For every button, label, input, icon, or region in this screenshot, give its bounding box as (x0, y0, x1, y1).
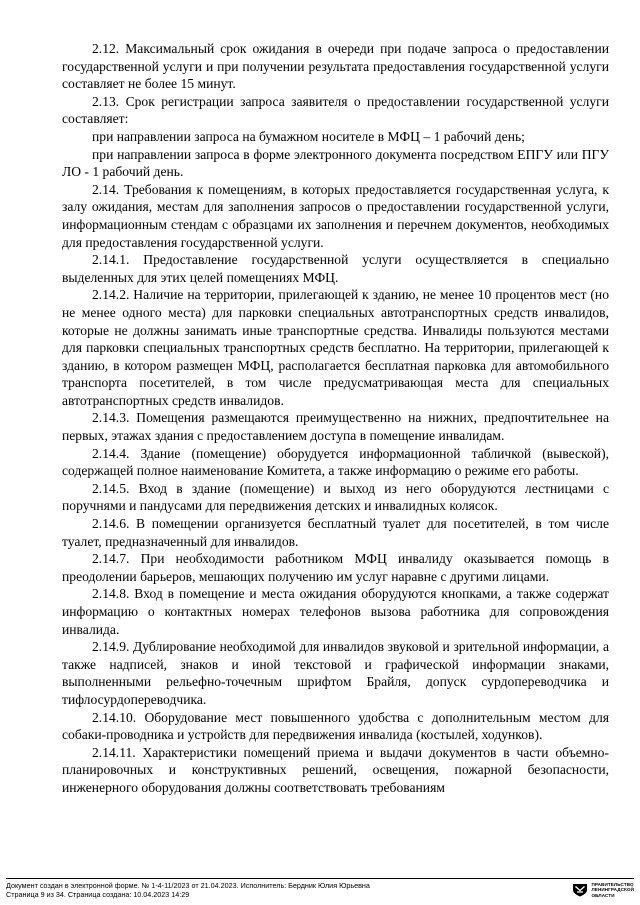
document-footer (6, 878, 634, 899)
paragraph-2-14-11: 2.14.11. Характеристики помещений приема и выдачи документов в части объемно-планировочных и конструктивных решений, освещения, пожарной безопасности, инженерного оборудования должны соответствовать требованиям (62, 744, 609, 795)
paragraph-2-14-2: 2.14.2. Наличие на территории, прилегающей к зданию, не менее 10 процентов мест (но не менее одного места) для парковки специальных автотранспортных средств инвалидов, которые не должны занимать иные транспортные средства. Инвалиды пользуются местами для парковки специальных транспортных средств бесплатно. На территории, прилегающей к зданию, в котором размещен МФЦ, располагается бесплатная парковка для автомобильного транспорта посетителей, в том числе предусматривающая места для специальных автотранспортных средств инвалидов. (62, 287, 609, 408)
paragraph-2-12: 2.12. Максимальный срок ожидания в очереди при подаче запроса о предоставлении государственной услуги и при получении результата предоставления государственной услуги составляет не более 15 минут. (62, 41, 609, 92)
logo-line-2: ЛЕНИНГРАДСКОЙ (591, 887, 634, 893)
paragraph-2-13-paper: при направлении запроса на бумажном носителе в МФЦ – 1 рабочий день; (92, 128, 525, 144)
coat-of-arms-icon (572, 883, 588, 897)
logo-text (591, 882, 634, 898)
paragraph-2-14-5: 2.14.5. Вход в здание (помещение) и выход из него оборудуются лестницами с поручнями и пандусами для передвижения детских и инвалидных колясок. (62, 480, 609, 514)
paragraph-2-14-1: 2.14.1. Предоставление государственной услуги осуществляется в специально выделенных для этих целей помещениях МФЦ. (62, 252, 609, 285)
logo-line-3: ОБЛАСТИ (591, 892, 615, 898)
paragraph-2-14-3: 2.14.3. Помещения размещаются преимущественно на нижних, предпочтительнее на первых, этажах здания с предоставлением доступа в помещение инвалидам. (62, 410, 609, 444)
paragraph-2-14-4: 2.14.4. Здание (помещение) оборудуется информационной табличкой (вывеской), содержащей полное наименование Комитета, а также информацию о режиме его работы. (62, 445, 609, 479)
paragraph-2-13-electronic: при направлении запроса в форме электронного документа посредством ЕПГУ или ПГУ ЛО - 1 рабочий день. (62, 146, 609, 180)
paragraph-2-14-6: 2.14.6. В помещении организуется бесплатный туалет для посетителей, в том числе туалет, предназначенный для инвалидов. (62, 516, 609, 549)
document-body (62, 40, 609, 797)
paragraph-2-14-7: 2.14.7. При необходимости работником МФЦ инвалиду оказывается помощь в преодолении барьеров, мешающих получению им услуг наравне с другими лицами. (62, 551, 609, 584)
paragraph-2-14-8: 2.14.8. Вход в помещение и места ожидания оборудуются кнопками, а также содержат информацию о контактных номерах телефонов вызова работника для сопровождения инвалида. (62, 586, 609, 637)
paragraph-2-14-10: 2.14.10. Оборудование мест повышенного удобства с дополнительным местом для собаки-проводника и устройств для передвижения инвалида (костылей, ходунков). (62, 709, 609, 743)
footer-page-info: Страница 9 из 34. Страница создана: 10.04.2023 14:29 (6, 890, 190, 899)
footer-text (6, 881, 370, 899)
footer-document-info: Документ создан в электронной форме. № 1-4-11/2023 от 21.04.2023. Исполнитель: Бердник Юлия Юрьевна (6, 881, 370, 890)
paragraph-2-14: 2.14. Требования к помещениям, в которых предоставляется государственная услуга, к залу ожидания, местам для заполнения запросов о предоставлении государственной услуги, информационным стендам с образцами их заполнения и перечнем документов, необходимых для предоставления государственной услуги. (62, 181, 609, 250)
paragraph-2-14-9: 2.14.9. Дублирование необходимой для инвалидов звуковой и зрительной информации, а также надписей, знаков и иной текстовой и графической информации знаками, выполненными рельефно-точечным шрифтом Брайля, допуск сурдопереводчика и тифлосурдопереводчика. (62, 639, 609, 707)
logo-line-1: ПРАВИТЕЛЬСТВО (591, 882, 634, 887)
paragraph-2-13: 2.13. Срок регистрации запроса заявителя о предоставлении государственной услуги составляет: (62, 93, 609, 127)
government-logo (572, 882, 634, 898)
